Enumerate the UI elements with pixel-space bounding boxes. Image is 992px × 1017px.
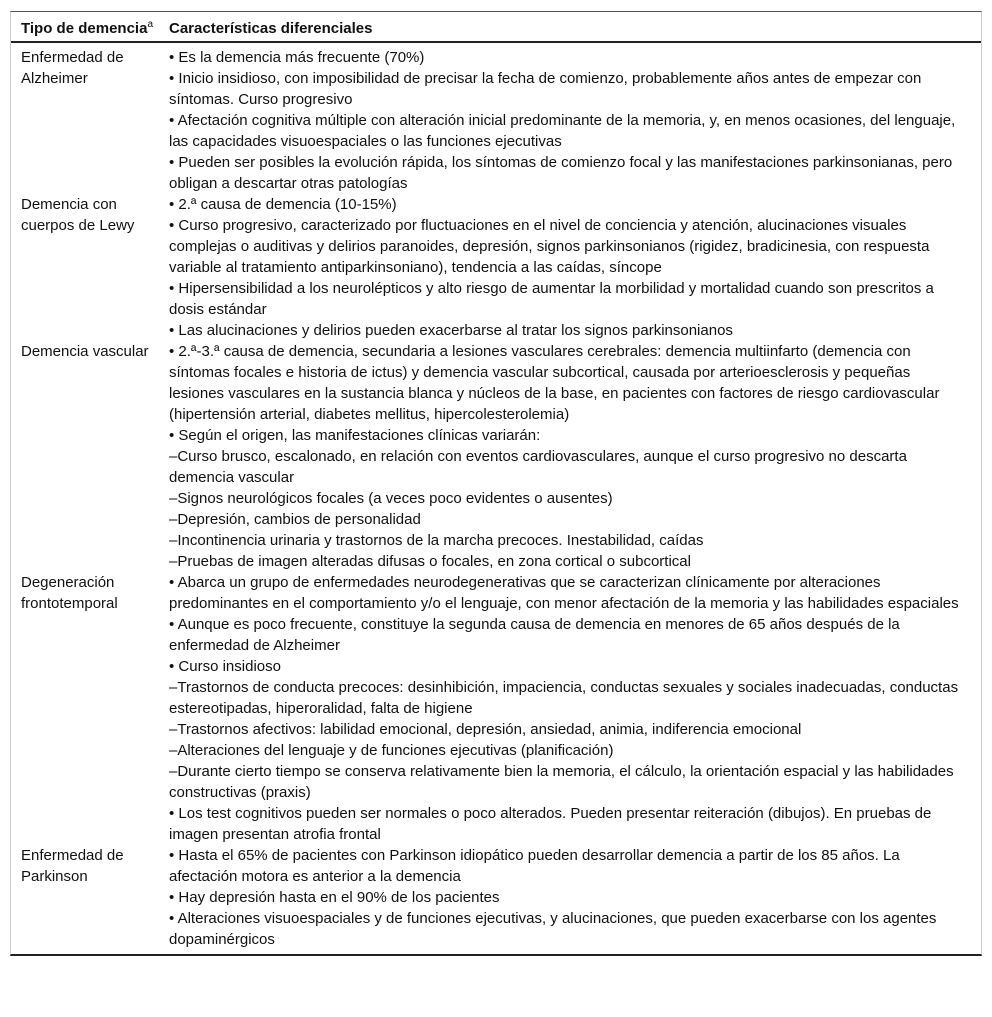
feature-item: • Curso insidioso	[169, 658, 281, 675]
header-features: Características diferenciales	[169, 20, 373, 37]
footnote-marker: a	[147, 19, 153, 30]
feature-item: • Pueden ser posibles la evolución rápida, los síntomas de comienzo focal y las manifestaciones parkinsonianas, pero obligan a descartar otras patologías	[169, 154, 953, 192]
table-header	[11, 12, 981, 43]
header-type-label: Tipo de demencia	[21, 20, 148, 37]
table-row	[11, 572, 981, 845]
feature-item: • Los test cognitivos pueden ser normales o poco alterados. Pueden presentar reiteración (dibujos). En pruebas de imagen presentan atrofia frontal	[169, 805, 932, 843]
features-cell	[169, 845, 981, 950]
feature-item: –Depresión, cambios de personalidad	[169, 511, 421, 528]
feature-item: • Abarca un grupo de enfermedades neurodegenerativas que se caracterizan clínicamente por alteraciones predominantes en el comportamiento y/o el lenguaje, con menor afectación de la memoria y las habilidades espaciales	[169, 574, 959, 612]
dementia-type: Enfermedad de Parkinson	[21, 847, 124, 885]
feature-item: –Durante cierto tiempo se conserva relativamente bien la memoria, el cálculo, la orientación espacial y las habilidades constructivas (praxis)	[169, 763, 954, 801]
feature-item: • Las alucinaciones y delirios pueden exacerbarse al tratar los signos parkinsonianos	[169, 322, 733, 339]
feature-item: • Hasta el 65% de pacientes con Parkinson idiopático pueden desarrollar demencia a partir de los 85 años. La afectación motora es anterior a la demencia	[169, 847, 900, 885]
table-row	[11, 194, 981, 341]
features-cell	[169, 341, 981, 572]
feature-item: –Trastornos afectivos: labilidad emocional, depresión, ansiedad, animia, indiferencia emocional	[169, 721, 802, 738]
feature-item: • Afectación cognitiva múltiple con alteración inicial predominante de la memoria, y, en menos ocasiones, del lenguaje, las capacidades visuoespaciales o las funciones ejecutivas	[169, 112, 956, 150]
feature-item: • Hipersensibilidad a los neurolépticos y alto riesgo de aumentar la morbilidad y mortalidad cuando son prescritos a dosis estándar	[169, 280, 934, 318]
feature-item: –Alteraciones del lenguaje y de funciones ejecutivas (planificación)	[169, 742, 614, 759]
feature-item: –Pruebas de imagen alteradas difusas o focales, en zona cortical o subcortical	[169, 553, 691, 570]
dementia-type: Demencia con cuerpos de Lewy	[21, 196, 135, 234]
feature-item: • Inicio insidioso, con imposibilidad de precisar la fecha de comienzo, probablemente años antes de empezar con síntomas. Curso progresivo	[169, 70, 922, 108]
feature-item: –Incontinencia urinaria y trastornos de la marcha precoces. Inestabilidad, caídas	[169, 532, 704, 549]
dementia-table	[10, 11, 982, 956]
features-cell	[169, 47, 981, 194]
feature-item: • Es la demencia más frecuente (70%)	[169, 49, 425, 66]
header-type	[11, 18, 169, 39]
feature-item: • Alteraciones visuoespaciales y de funciones ejecutivas, y alucinaciones, que pueden exacerbarse con los agentes dopaminérgicos	[169, 910, 937, 948]
feature-item: • 2.ª causa de demencia (10-15%)	[169, 196, 397, 213]
feature-item: • Según el origen, las manifestaciones clínicas variarán:	[169, 427, 541, 444]
table-row	[11, 845, 981, 950]
feature-item: • Curso progresivo, caracterizado por fluctuaciones en el nivel de conciencia y atención, alucinaciones visuales complejas o auditivas y delirios paranoides, depresión, signos parkinsonianos (rigidez, bradicinesia, con respuesta variable al tratamiento antiparkinsoniano), tendencia a las caídas, síncope	[169, 217, 930, 276]
table-row	[11, 47, 981, 194]
features-cell	[169, 572, 981, 845]
feature-item: • Hay depresión hasta en el 90% de los pacientes	[169, 889, 500, 906]
dementia-type: Degeneración frontotemporal	[21, 574, 118, 612]
features-cell	[169, 194, 981, 341]
dementia-type: Demencia vascular	[21, 343, 149, 360]
feature-item: –Curso brusco, escalonado, en relación con eventos cardiovasculares, aunque el curso progresivo no descarta demencia vascular	[169, 448, 907, 486]
dementia-type: Enfermedad de Alzheimer	[21, 49, 124, 87]
feature-item: –Trastornos de conducta precoces: desinhibición, impaciencia, conductas sexuales y sociales inadecuadas, conductas estereotipadas, hiperoralidad, falta de higiene	[169, 679, 959, 717]
feature-item: • Aunque es poco frecuente, constituye la segunda causa de demencia en menores de 65 años después de la enfermedad de Alzheimer	[169, 616, 900, 654]
feature-item: –Signos neurológicos focales (a veces poco evidentes o ausentes)	[169, 490, 613, 507]
feature-item: • 2.ª-3.ª causa de demencia, secundaria a lesiones vasculares cerebrales: demencia multiinfarto (demencia con síntomas focales e historia de ictus) y demencia vascular subcortical, causada por arterioesclerosis y pequeñas lesiones vasculares en la sustancia blanca y núcleos de la base, en pacientes con factores de riesgo cardiovascular (hipertensión arterial, diabetes mellitus, hipercolesterolemia)	[169, 343, 940, 423]
table-body	[11, 43, 981, 954]
table-row	[11, 341, 981, 572]
